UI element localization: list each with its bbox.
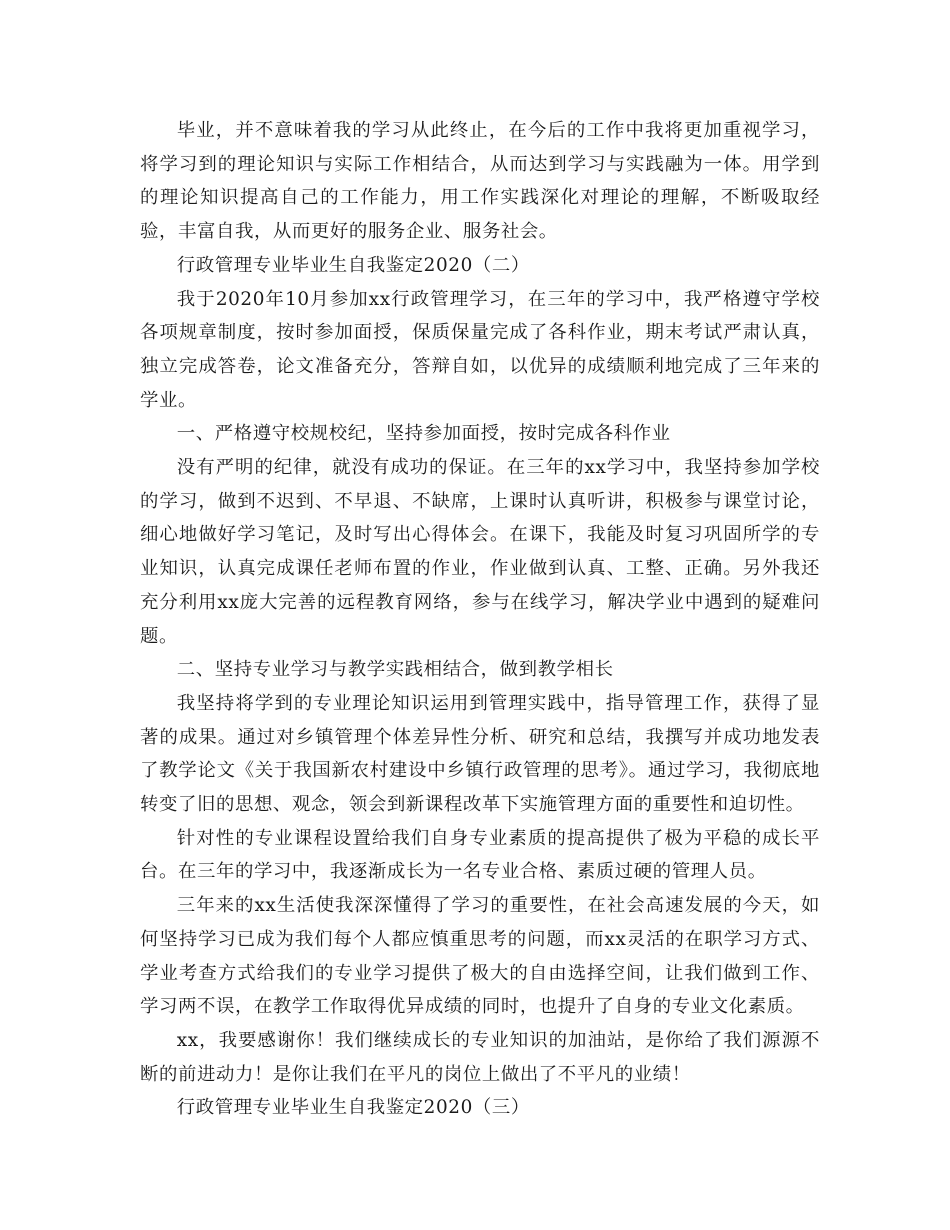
section-heading-3: 行政管理专业毕业生自我鉴定2020（三） (176, 1097, 530, 1119)
paragraph-thanks: xx，我要感谢你！我们继续成长的专业知识的加油站，是你给了我们源源不断的前进动力！是你让我们在平凡的岗位上做出了不平凡的业绩！ (140, 1029, 820, 1085)
paragraph-intro-continuation: 毕业，并不意味着我的学习从此终止，在今后的工作中我将更加重视学习，将学习到的理论知识与实际工作相结合，从而达到学习与实践融为一体。用学到的理论知识提高自己的工作能力，用工作实践深化对理论的理解，不断吸取经验，丰富自我，从而更好的服务企业、服务社会。 (140, 120, 820, 243)
paragraph-practice: 我坚持将学到的专业理论知识运用到管理实践中，指导管理工作，获得了显著的成果。通过对乡镇管理个体差异性分析、研究和总结，我撰写并成功地发表了教学论文《关于我国新农村建设中乡镇行政管理的思考》。通过学习，我彻底地转变了旧的思想、观念，领会到新课程改革下实施管理方面的重要性和迫切性。 (140, 692, 820, 816)
document-body (140, 114, 820, 1125)
paragraph-overview: 我于2020年10月参加xx行政管理学习，在三年的学习中，我严格遵守学校各项规章制度，按时参加面授，保质保量完成了各科作业，期末考试严肃认真，独立完成答卷，论文准备充分，答辩自如，以优异的成绩顺利地完成了三年来的学业。 (140, 288, 820, 411)
paragraph-discipline: 没有严明的纪律，就没有成功的保证。在三年的xx学习中，我坚持参加学校的学习，做到不迟到、不早退、不缺席，上课时认真听讲，积极参与课堂讨论，细心地做好学习笔记，及时写出心得体会。在课下，我能及时复习巩固所学的专业知识，认真完成课任老师布置的作业，作业做到认真、工整、正确。另外我还充分利用xx庞大完善的远程教育网络，参与在线学习，解决学业中遇到的疑难问题。 (140, 457, 820, 647)
subheading-discipline: 一、严格遵守校规校纪，坚持参加面授，按时完成各科作业 (176, 423, 671, 445)
subheading-practice: 二、坚持专业学习与教学实践相结合，做到教学相长 (176, 659, 614, 681)
paragraph-reflection: 三年来的xx生活使我深深懂得了学习的重要性，在社会高速发展的今天，如何坚持学习已成为我们每个人都应慎重思考的问题，而xx灵活的在职学习方式、学业考查方式给我们的专业学习提供了极大的自由选择空间，让我们做到工作、学习两不误，在教学工作取得优异成绩的同时，也提升了自身的专业文化素质。 (140, 895, 820, 1018)
section-heading-2: 行政管理专业毕业生自我鉴定2020（二） (176, 254, 530, 276)
paragraph-curriculum: 针对性的专业课程设置给我们自身专业素质的提高提供了极为平稳的成长平台。在三年的学习中，我逐渐成长为一名专业合格、素质过硬的管理人员。 (140, 827, 820, 883)
